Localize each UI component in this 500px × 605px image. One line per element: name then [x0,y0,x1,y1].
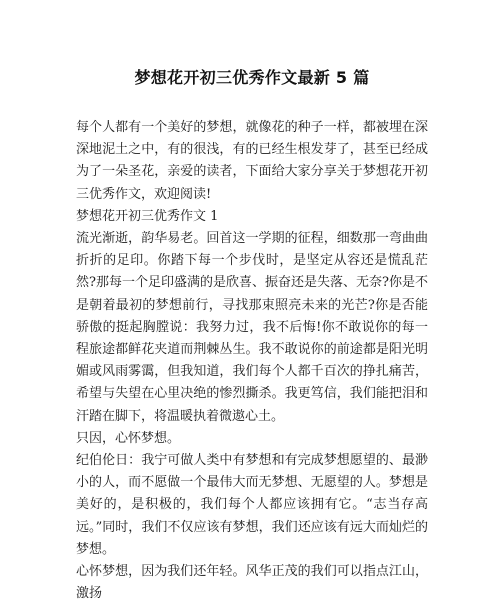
intro-paragraph: 每个人都有一个美好的梦想，就像花的种子一样，都被埋在深深地泥土之中，有的很浅，有的已经生根发芽了，甚至已经成为了一朵圣花，亲爱的读者，下面给大家分享关于梦想花开初三优秀作文，欢迎阅读! [76,120,428,202]
body-paragraph: 纪伯伦日：我宁可做人类中有梦想和有完成梦想愿望的、最渺小的人，而不愿做一个最伟大而无梦想、无愿望的人。梦想是美好的，是积极的，我们每个人都应该拥有它。“志当存高远。”同时，我们不仅应该有梦想，我们还应该有远大而灿烂的梦想。 [76,453,428,557]
document-body [76,117,428,605]
section-heading: 梦想花开初三优秀作文 1 [76,208,219,224]
body-paragraph: 心怀梦想，因为我们还年轻。风华正茂的我们可以指点江山，激扬 [76,564,428,602]
body-paragraph: 只因，心怀梦想。 [76,430,181,446]
body-paragraph: 流光渐逝，韵华易老。回首这一学期的征程，细数那一弯曲曲折折的足印。你踏下每一个步伐时，是坚定从容还是慌乱茫然?那每一个足印盛满的是欣喜、振奋还是失落、无奈?你是不是朝着最初的梦想前行，寻找那束照亮未来的光芒?你是否能骄傲的挺起胸膛说：我努力过，我不后悔!你不敢说你的每一程旅途都鲜花夹道而荆棘丛生。我不敢说你的前途都是阳光明媚或风雨雾霭，但我知道，我们每个人都千百次的挣扎痛苦，希望与失望在心里决绝的惨烈撕杀。我更笃信，我们能把泪和汗踏在脚下，将温暖执着微遨心土。 [76,231,428,424]
document-title: 梦想花开初三优秀作文最新 5 篇 [134,68,370,87]
